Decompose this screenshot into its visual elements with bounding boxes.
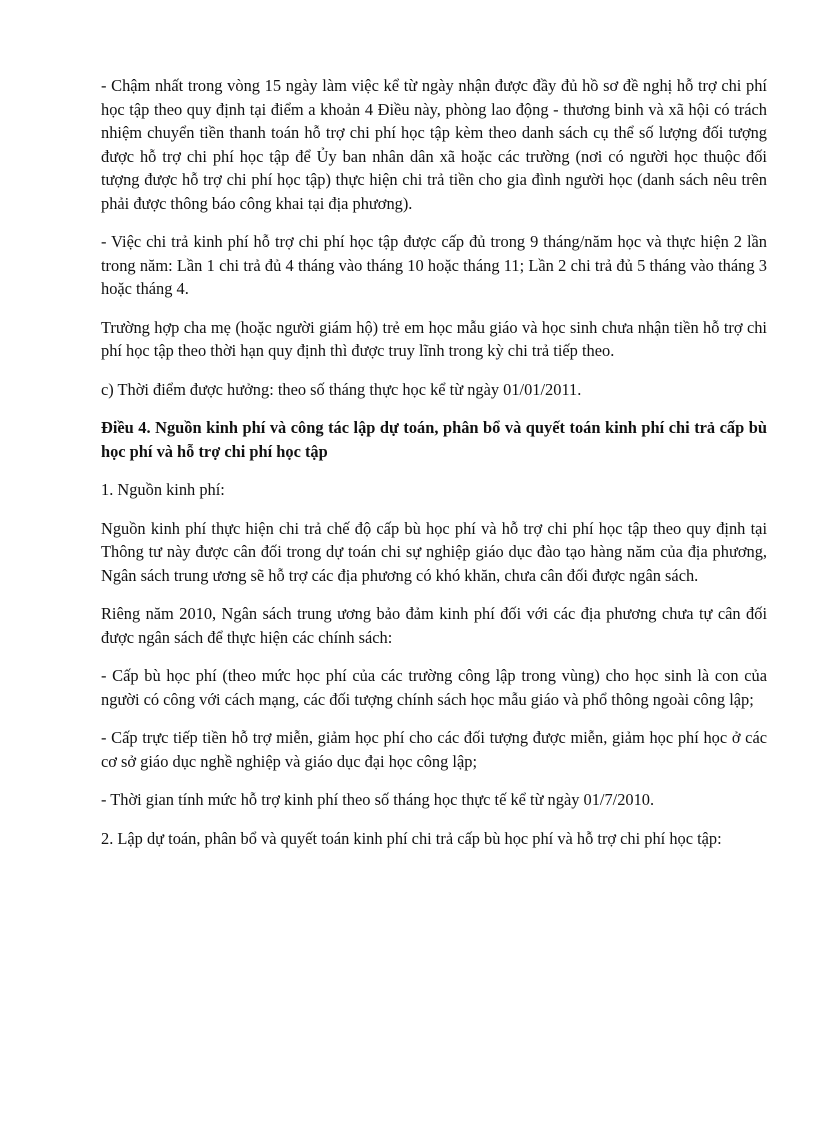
list-item-tuition-compensation: - Cấp bù học phí (theo mức học phí của các trường công lập trong vùng) cho học sinh là con của người có công với cách mạng, các đối tượng chính sách học mẫu giáo và phổ thông ngoài công lập;	[101, 666, 767, 709]
document-page	[101, 74, 767, 865]
section-funding-source-heading: 1. Nguồn kinh phí:	[101, 480, 225, 499]
paragraph-year-2010: Riêng năm 2010, Ngân sách trung ương bảo đảm kinh phí đối với các địa phương chưa tự cân đối được ngân sách để thực hiện các chính sách:	[101, 604, 767, 647]
list-item-direct-support: - Cấp trực tiếp tiền hỗ trợ miễn, giảm học phí cho các đối tượng được miễn, giảm học phí học ở các cơ sở giáo dục nghề nghiệp và giáo dục đại học công lập;	[101, 728, 767, 771]
article-4-heading: Điều 4. Nguồn kinh phí và công tác lập dự toán, phân bổ và quyết toán kinh phí chi trả cấp bù học phí và hỗ trợ chi phí học tập	[101, 418, 767, 461]
paragraph-effective-date: c) Thời điểm được hưởng: theo số tháng thực học kể từ ngày 01/01/2011.	[101, 379, 582, 399]
paragraph-late-collection: Trường hợp cha mẹ (hoặc người giám hộ) trẻ em học mẫu giáo và học sinh chưa nhận tiền hỗ trợ chi phí học tập theo thời hạn quy định thì được truy lĩnh trong kỳ chi trả tiếp theo.	[101, 317, 767, 360]
paragraph-funding-source: Nguồn kinh phí thực hiện chi trả chế độ cấp bù học phí và hỗ trợ chi phí học tập theo quy định tại Thông tư này được cân đối trong dự toán chi sự nghiệp giáo dục đào tạo hàng năm của địa phương, Ngân sách trung ương sẽ hỗ trợ các địa phương có khó khăn, chưa cân đối được ngân sách.	[101, 518, 767, 585]
section-budget-planning-heading: 2. Lập dự toán, phân bổ và quyết toán kinh phí chi trả cấp bù học phí và hỗ trợ chi phí học tập:	[101, 828, 722, 848]
paragraph-payment-schedule: - Việc chi trả kinh phí hỗ trợ chi phí học tập được cấp đủ trong 9 tháng/năm học và thực hiện 2 lần trong năm: Lần 1 chi trả đủ 4 tháng vào tháng 10 hoặc tháng 11; Lần 2 chi trả đủ 5 tháng vào tháng 3 hoặc tháng 4.	[101, 232, 767, 298]
list-item-support-period: - Thời gian tính mức hỗ trợ kinh phí theo số tháng học thực tế kể từ ngày 01/7/2010.	[101, 790, 655, 809]
paragraph-payment-deadline: - Chậm nhất trong vòng 15 ngày làm việc kể từ ngày nhận được đầy đủ hồ sơ đề nghị hỗ trợ chi phí học tập theo quy định tại điểm a khoản 4 Điều này, phòng lao động - thương binh và xã hội có trách nhiệm chuyển tiền thanh toán hỗ trợ chi phí học tập kèm theo danh sách cụ thể số lượng đối tượng được hỗ trợ chi phí học tập để Ủy ban nhân dân xã hoặc các trường (nơi có người học thuộc đối tượng được hỗ trợ chi phí học tập) thực hiện chi trả tiền cho gia đình người học (danh sách nêu trên phải được thông báo công khai tại địa phương).	[101, 76, 767, 213]
